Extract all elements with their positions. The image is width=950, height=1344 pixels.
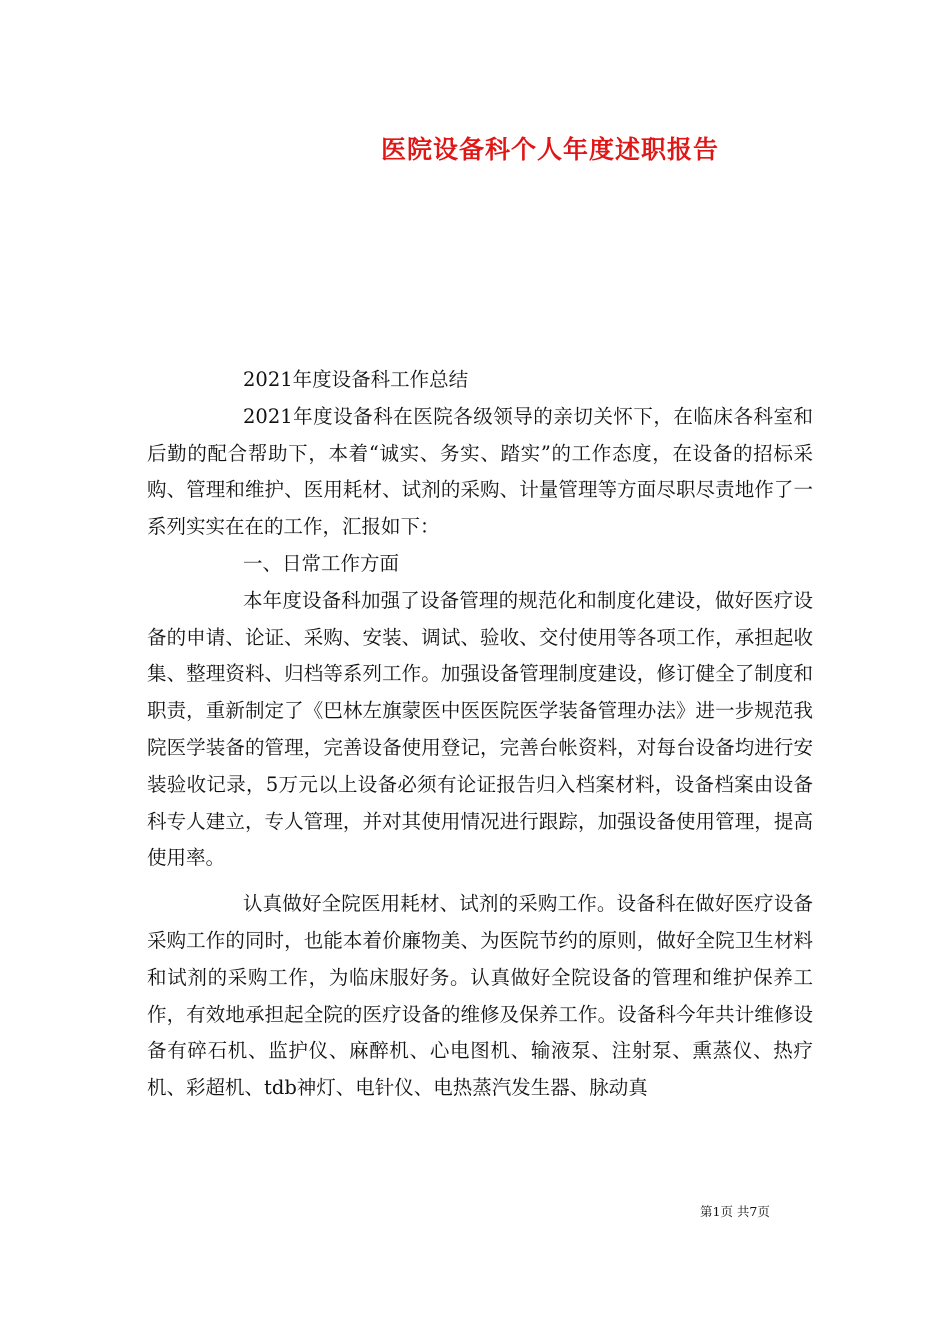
paragraph-intro: 2021年度设备科在医院各级领导的亲切关怀下，在临床各科室和后勤的配合帮助下，本着“诚实、务实、踏实”的工作态度，在设备的招标采购、管理和维护、医用耗材、试剂的采购、计量管理等方面尽职尽责地作了一系列实实在在的工作，汇报如下： — [147, 404, 813, 539]
paragraph-consumables-procurement: 认真做好全院医用耗材、试剂的采购工作。设备科在做好医疗设备采购工作的同时，也能本着价廉物美、为医院节约的原则，做好全院卫生材料和试剂的采购工作，为临床服好务。认真做好全院设备的管理和维护保养工作，有效地承担起全院的医疗设备的维修及保养工作。设备科今年共计维修设备有碎石机、监护仪、麻醉机、心电图机、输液泵、注射泵、熏蒸仪、热疗机、彩超机、tdb神灯、电针仪、电热蒸汽发生器、脉动真 — [147, 892, 813, 1100]
page-number-footer: 第1页 共7页 — [700, 1204, 770, 1219]
document-title: 医院设备科个人年度述职报告 — [380, 135, 719, 164]
section-heading-daily-work: 一、日常工作方面 — [243, 551, 400, 575]
section-heading-summary: 2021年度设备科工作总结 — [243, 368, 469, 391]
document-body — [147, 362, 813, 1107]
paragraph-equipment-management: 本年度设备科加强了设备管理的规范化和制度化建设，做好医疗设备的申请、论证、采购、安装、调试、验收、交付使用等各项工作，承担起收集、整理资料、归档等系列工作。加强设备管理制度建设，修订健全了制度和职责，重新制定了《巴林左旗蒙医中医医院医学装备管理办法》进一步规范我院医学装备的管理，完善设备使用登记，完善台帐资料，对每台设备均进行安装验收记录，5万元以上设备必须有论证报告归入档案材料，设备档案由设备科专人建立，专人管理，并对其使用情况进行跟踪，加强设备使用管理，提高使用率。 — [147, 588, 813, 870]
